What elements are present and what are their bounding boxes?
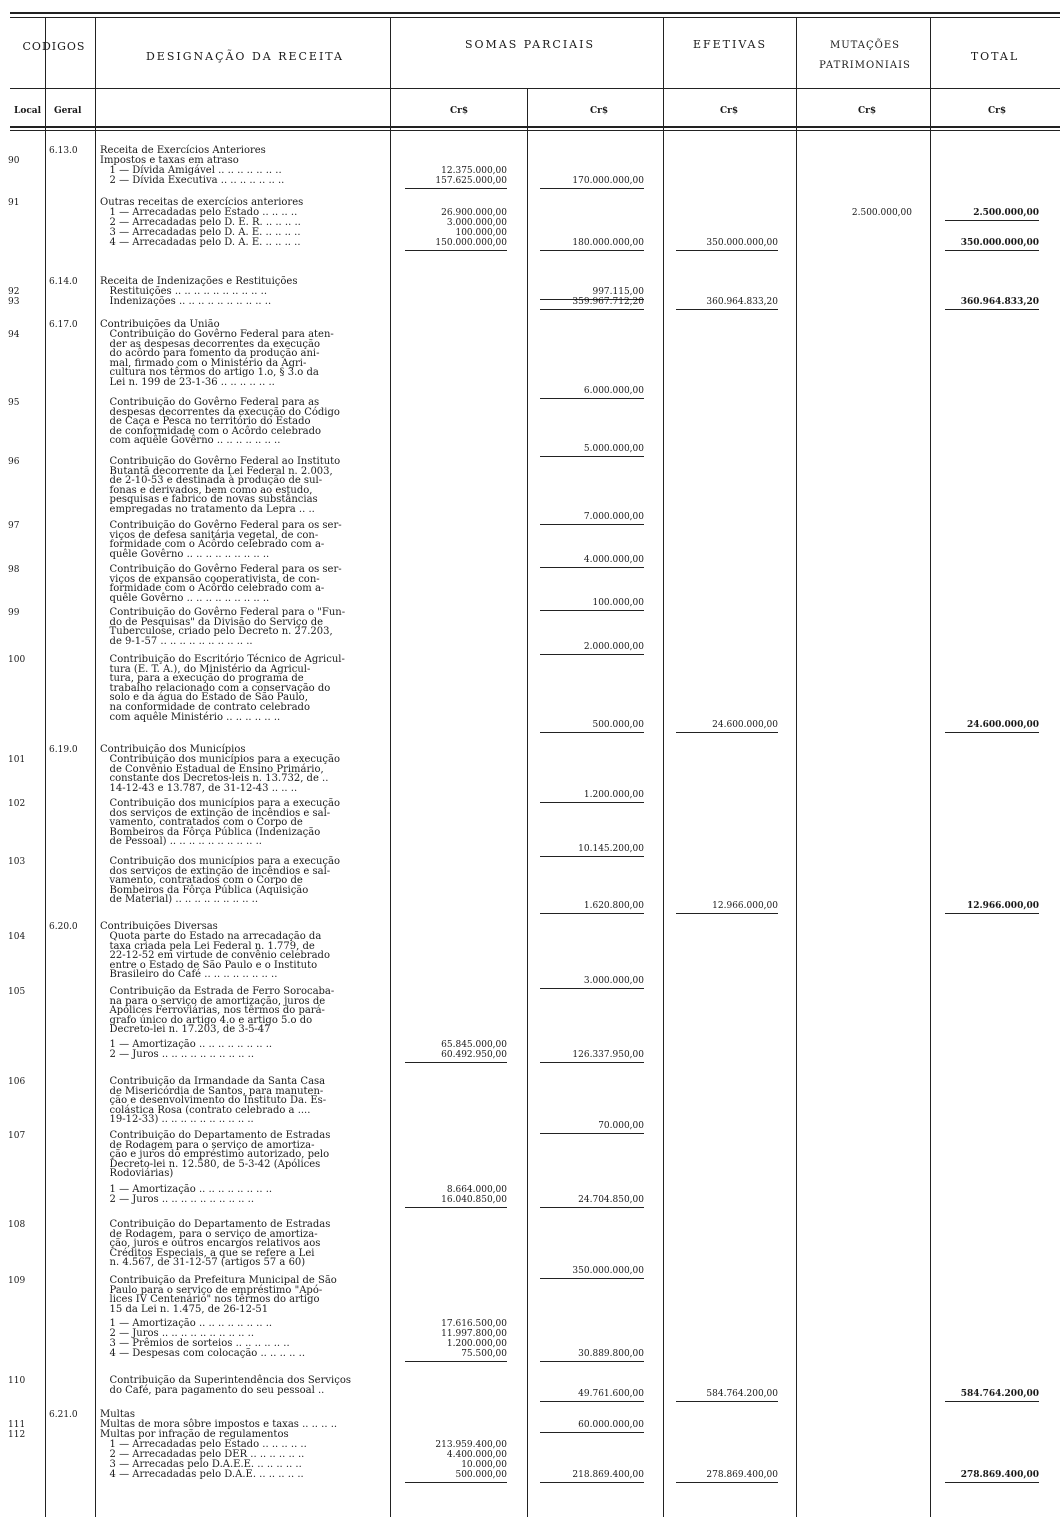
row-49-desc: 2 — Juros .. .. .. .. .. .. .. .. .. .. [100,1328,254,1339]
row-6-p1: 3.000.000,00 [446,218,507,228]
row-20-p2-rule [540,567,644,568]
row-35-local: 104 [8,932,26,942]
row-38-p1: 65.845.000,00 [441,1040,507,1050]
row-39-p2: 126.337.950,00 [572,1050,644,1060]
row-53-tot: 584.764.200,00 [960,1389,1039,1399]
row-8-p2: 180.000.000,00 [572,238,644,248]
row-24-p2: 2.000.000,00 [583,642,644,652]
row-12-desc: Contribuições da União [100,319,220,330]
row-51-desc: 4 — Despesas com colocação .. .. .. .. .. [100,1348,305,1359]
row-8-p1: 150.000.000,00 [435,238,507,248]
row-42-local: 107 [8,1131,26,1141]
row-35-desc: Quota parte do Estado na arrecadação da taxa criada pela Lei Federal n. 1.779, de 22-12-52 em virtude de convênio celebrado entre o Estado de São Paulo e o Instituto Brasileiro do Café .. .. .. .. .. .. .. .. [109,931,330,981]
subheader-currency-1: Cr$ [450,106,469,116]
row-1-desc: Impostos e taxas em atraso [100,155,239,166]
row-60-tot-rule [945,1482,1039,1483]
row-8-tot-rule [945,250,1039,251]
row-1-local: 90 [8,156,20,166]
row-15-desc: Contribuição do Govêrno Federal para as despesas decorrentes da execução do Código de Caça e Pesca no território do Estado de conformidade com o Acôrdo celebrado com aquêle Govêrno .. .. .. .. .. .. .. [109,397,340,447]
row-10-desc: Restituições .. .. .. .. .. .. .. .. .. .. [100,286,268,297]
row-31-p2-rule [540,856,644,857]
row-50-desc: 3 — Prêmios de sorteios .. .. .. .. .. .. [100,1338,290,1349]
row-36-p2: 3.000.000,00 [583,976,644,986]
row-11-p2-rule [540,309,644,310]
row-46-p2: 350.000.000,00 [572,1266,644,1276]
row-26-p2: 500.000,00 [592,720,644,730]
row-38-desc: 1 — Amortização .. .. .. .. .. .. .. .. [100,1039,273,1050]
row-37-local: 105 [8,987,26,997]
row-60-p2: 218.869.400,00 [572,1470,644,1480]
row-0-geral: 6.13.0 [49,146,78,156]
header-mutacoes: MUTAÇÕES [829,40,900,51]
row-55-p2-rule [540,1432,644,1433]
column-rule-local [45,17,46,1517]
row-9-geral: 6.14.0 [49,277,78,287]
row-53-ef: 584.764.200,00 [706,1389,778,1399]
row-26-ef: 24.600.000,00 [712,720,778,730]
row-58-p1: 4.400.000,00 [446,1450,507,1460]
row-2-desc: 1 — Dívida Amigável .. .. .. .. .. .. .. [100,165,282,176]
row-5-tot: 2.500.000,00 [973,208,1039,218]
row-48-p1: 17.616.500,00 [441,1319,507,1329]
row-59-desc: 3 — Arrecadas pelo D.A.E.E. .. .. .. .. .. [100,1459,302,1470]
row-13-desc: Contribuição do Govêrno Federal para aten- der as despesas decorrentes da execução do acôrdo para fomento da produção ani- mal, firmado com o Ministério da Agri- cultura nos têrmos do artigo 1.o, § 3.o da Lei n. 199 de 23-1-36 .. .. .. .. .. .. [109,329,334,388]
row-55-local: 111 [8,1420,26,1430]
row-55-desc: Multas de mora sôbre impostos e taxas .. .. .. .. [100,1419,338,1430]
row-3-desc: 2 — Dívida Executiva .. .. .. .. .. .. .. [100,175,285,186]
row-32-local: 103 [8,857,26,867]
row-43-desc: 1 — Amortização .. .. .. .. .. .. .. .. [100,1184,273,1195]
row-26-p2-rule [540,732,644,733]
row-33-p2: 1.620.800,00 [583,901,644,911]
column-rule-mutacoes [930,17,931,1517]
header-rule [10,88,1060,89]
header-total: TOTAL [970,50,1020,63]
row-11-desc: Indenizações .. .. .. .. .. .. .. .. .. .. [100,296,272,307]
row-9-desc: Receita de Indenizações e Restituições [100,276,298,287]
row-42-desc: Contribuição do Departamento de Estradas de Rodagem para o serviço de amortiza- ção e juros do empréstimo autorizado, pelo Decreto-lei n. 12.580, de 5-3-42 (Apólices Rodoviárias) [109,1130,331,1180]
row-3-p2: 170.000.000,00 [572,176,644,186]
row-26-tot: 24.600.000,00 [966,720,1039,730]
header-patrimoniais: PATRIMONIAIS [819,60,911,71]
row-41-p2-rule [540,1133,644,1134]
subheader-currency-3: Cr$ [720,106,739,116]
row-16-p2: 5.000.000,00 [583,444,644,454]
row-51-p1: 75.500,00 [461,1349,507,1359]
column-rule-geral [95,17,96,1517]
column-rule-parciais-mid [527,88,528,1517]
row-11-ef-rule [676,309,778,310]
row-50-p1: 1.200.000,00 [446,1339,507,1349]
row-4-desc: Outras receitas de exercícios anteriores [100,197,304,208]
column-rule-parciais [663,17,664,1517]
row-30-desc: Contribuição dos municípios para a execução dos serviços de extinção de incêndios e sal- vamento, contratados com o Corpo de Bombeiros da Fôrça Pública (Indenização de Pessoal) .. .. .. .. .. .. .. .. .. .. [109,798,340,848]
row-22-p2-rule [540,610,644,611]
row-21-local: 98 [8,565,20,575]
row-6-desc: 2 — Arrecadadas pelo D. E. R. .. .. .. .. [100,217,301,228]
row-53-p2-rule [540,1401,644,1402]
row-53-tot-rule [945,1401,1039,1402]
row-34-geral: 6.20.0 [49,922,78,932]
row-51-p1-rule [405,1361,507,1362]
row-28-local: 101 [8,755,26,765]
row-3-p1-rule [405,188,507,189]
row-20-p2: 4.000.000,00 [583,555,644,565]
row-12-geral: 6.17.0 [49,320,78,330]
row-5-mut: 2.500.000,00 [851,208,912,218]
row-15-local: 95 [8,398,20,408]
row-45-desc: Contribuição do Departamento de Estradas de Rodagem, para o serviço de amortiza- ção, juros e outros encargos relativos aos Créditos Especiais, a que se refere a Lei n. 4.567, de 31-12-57 (artigos 57 a 60) [109,1219,331,1269]
row-8-tot: 350.000.000,00 [960,238,1039,248]
row-24-p2-rule [540,654,644,655]
row-52-desc: Contribuição da Superintendência dos Serviços do Café, para pagamento do seu pessoal .. [109,1375,351,1396]
row-2-p1: 12.375.000,00 [441,166,507,176]
row-11-local: 93 [8,297,20,307]
row-11-tot: 360.964.833,20 [960,297,1039,307]
row-16-p2-rule [540,456,644,457]
row-29-p2: 1.200.000,00 [583,790,644,800]
row-36-p2-rule [540,988,644,989]
row-25-local: 100 [8,655,26,665]
row-11-tot-rule [945,309,1039,310]
row-8-ef-rule [676,250,778,251]
row-39-desc: 2 — Juros .. .. .. .. .. .. .. .. .. .. [100,1049,254,1060]
row-25-desc: Contribuição do Escritório Técnico de Agricul- tura (E. T. A.), do Ministério da Agricul- tura, para a execução do programa de trabalho relacionado com a conservação do solo e da água do Estado de São Paulo, na conformidade de contrato celebrado com aquêle Ministério .. .. .. .. .. .. [109,654,345,723]
row-40-local: 106 [8,1077,26,1087]
row-13-local: 94 [8,330,20,340]
row-18-p2-rule [540,524,644,525]
row-23-desc: Contribuição do Govêrno Federal para o "Fun- do de Pesquisas" da Divisão do Serviço de Tuberculose, criado pelo Decreto n. 27.203, de 9-1-57 .. .. .. .. .. .. .. .. .. .. [109,607,346,647]
subheader-currency-2: Cr$ [590,106,609,116]
row-39-p1: 60.492.950,00 [441,1050,507,1060]
subheader-rule [10,126,1060,128]
row-33-ef-rule [676,913,778,914]
row-60-p2-rule [540,1482,644,1483]
row-8-p1-rule [405,250,507,251]
subheader-rule-2 [10,130,1060,131]
row-26-tot-rule [945,732,1039,733]
row-21-desc: Contribuição do Govêrno Federal para os ser- viços de expansão cooperativista, de con- formidade com o Acôrdo celebrado com a- quêle Govêrno .. .. .. .. .. .. .. .. .. [109,564,342,604]
row-44-p2-rule [540,1207,644,1208]
row-43-p1: 8.664.000,00 [446,1185,507,1195]
row-8-ef: 350.000.000,00 [706,238,778,248]
row-33-ef: 12.966.000,00 [712,901,778,911]
row-41-p2: 70.000,00 [598,1121,644,1131]
row-51-p2-rule [540,1361,644,1362]
row-60-ef: 278.869.400,00 [706,1470,778,1480]
row-30-local: 102 [8,799,26,809]
row-23-local: 99 [8,608,20,618]
row-18-p2: 7.000.000,00 [583,512,644,522]
subheader-local: Local [14,106,42,116]
row-47-local: 109 [8,1276,26,1286]
row-54-desc: Multas [100,1409,135,1420]
row-57-p1: 213.959.400,00 [435,1440,507,1450]
row-11-p2: 359.967.712,20 [572,297,644,307]
row-45-local: 108 [8,1220,26,1230]
column-rule-designacao [390,17,391,1517]
row-3-p2-rule [540,188,644,189]
row-44-desc: 2 — Juros .. .. .. .. .. .. .. .. .. .. [100,1194,254,1205]
header-designacao: DESIGNAÇÃO DA RECEITA [145,50,344,63]
row-5-p1: 26.900.000,00 [441,208,507,218]
row-58-desc: 2 — Arrecadadas pelo DER .. .. .. .. .. .. [100,1449,305,1460]
row-3-p1: 157.625.000,00 [435,176,507,186]
header-somas-parciais: SOMAS PARCIAIS [465,38,595,51]
row-59-p1: 10.000,00 [461,1460,507,1470]
row-29-p2-rule [540,802,644,803]
row-60-ef-rule [676,1482,778,1483]
row-7-p1: 100.000,00 [455,228,507,238]
row-60-p1: 500.000,00 [455,1470,507,1480]
row-46-p2-rule [540,1278,644,1279]
row-19-desc: Contribuição do Govêrno Federal para os ser- viços de defesa sanitária vegetal, de con- formidade com o Acôrdo celebrado com a- quêle Govêrno .. .. .. .. .. .. .. .. .. [109,520,342,560]
subheader-currency-4: Cr$ [858,106,877,116]
row-33-p2-rule [540,913,644,914]
row-0-desc: Receita de Exercícios Anteriores [100,145,266,156]
column-rule-efetivas [796,17,797,1517]
row-40-desc: Contribuição da Irmandade da Santa Casa de Misericórdia de Santos, para manuten- ção e desenvolvimento do Instituto Da. Es- colástica Rosa (contrato celebrado a .... 19-12-33) .. .. .. .. .. .. .. .. .. .. [109,1076,327,1126]
row-34-desc: Contribuições Diversas [100,921,218,932]
row-57-desc: 1 — Arrecadadas pelo Estado .. .. .. .. .. [100,1439,307,1450]
row-51-p2: 30.889.800,00 [578,1349,644,1359]
row-8-p2-rule [540,250,644,251]
subheader-currency-5: Cr$ [988,106,1007,116]
row-27-desc: Contribuição dos Municípios [100,744,246,755]
row-44-p1-rule [405,1207,507,1208]
row-31-p2: 10.145.200,00 [578,844,644,854]
row-60-desc: 4 — Arrecadadas pelo D.A.E. .. .. .. .. .. [100,1469,304,1480]
row-44-p1: 16.040.850,00 [441,1195,507,1205]
row-33-tot-rule [945,913,1039,914]
row-10-local: 92 [8,287,20,297]
row-33-tot: 12.966.000,00 [966,901,1039,911]
row-39-p2-rule [540,1062,644,1063]
row-4-local: 91 [8,198,20,208]
row-5-desc: 1 — Arrecadadas pelo Estado .. .. .. .. [100,207,298,218]
row-49-p1: 11.997.800,00 [441,1329,507,1339]
row-10-p2: 997.115,00 [592,287,644,297]
row-44-p2: 24.704.850,00 [578,1195,644,1205]
row-8-desc: 4 — Arrecadadas pelo D. A. E. .. .. .. .. [100,237,301,248]
row-22-p2: 100.000,00 [592,598,644,608]
row-56-local: 112 [8,1430,26,1440]
row-39-p1-rule [405,1062,507,1063]
row-60-p1-rule [405,1482,507,1483]
row-27-geral: 6.19.0 [49,745,78,755]
top-rule [10,12,1060,14]
row-48-desc: 1 — Amortização .. .. .. .. .. .. .. .. [100,1318,273,1329]
row-47-desc: Contribuição da Prefeitura Municipal de São Paulo para o serviço de empréstimo "Apó- lices IV Centenário" nos têrmos do artigo 15 da Lei n. 1.475, de 26-12-51 [109,1275,337,1315]
header-efetivas: EFETIVAS [692,38,768,51]
row-55-p2: 60.000.000,00 [578,1420,644,1430]
top-rule-2 [10,17,1060,18]
subheader-geral: Geral [54,106,82,116]
row-37-desc: Contribuição da Estrada de Ferro Sorocaba- na para o serviço de amortização, juros de Apólices Ferroviárias, nos têrmos do pará- grafo único do artigo 4.o e artigo 5.o do Decreto-lei n. 17.203, de 3-5-47 [109,986,335,1036]
row-11-ef: 360.964.833,20 [706,297,778,307]
row-5-tot-rule [945,220,1039,221]
row-14-p2: 6.000.000,00 [583,386,644,396]
row-54-geral: 6.21.0 [49,1410,78,1420]
row-28-desc: Contribuição dos municípios para a execução de Convênio Estadual de Ensino Primário, constante dos Decretos-leis n. 13.732, de .. 14-12-43 e 13.787, de 31-12-43 .. .. .. [109,754,340,794]
row-14-p2-rule [540,398,644,399]
row-32-desc: Contribuição dos municípios para a execução dos serviços de extinção de incêndios e sal- vamento, contratados com o Corpo de Bombeiros da Fôrça Pública (Aquisição de Material) .. .. .. .. .. .. .. .. .. [109,856,340,906]
row-17-local: 96 [8,457,20,467]
row-53-p2: 49.761.600,00 [578,1389,644,1399]
row-60-tot: 278.869.400,00 [960,1470,1039,1480]
row-56-desc: Multas por infração de regulamentos [100,1429,289,1440]
row-19-local: 97 [8,521,20,531]
row-26-ef-rule [676,732,778,733]
row-53-ef-rule [676,1401,778,1402]
header-codigos: CODIGOS [22,40,86,53]
row-52-local: 110 [8,1376,26,1386]
row-17-desc: Contribuição do Govêrno Federal ao Instituto Butantã decorrente da Lei Federal n. 2.003, de 2-10-53 e destinada à produção de sul- fonas e derivados, bem como ao estudo, pesquisas e fabrico de novas substâncias empregadas no tratamento da Lepra .. .. [109,456,341,515]
row-7-desc: 3 — Arrecadadas pelo D. A. E. .. .. .. .. [100,227,301,238]
